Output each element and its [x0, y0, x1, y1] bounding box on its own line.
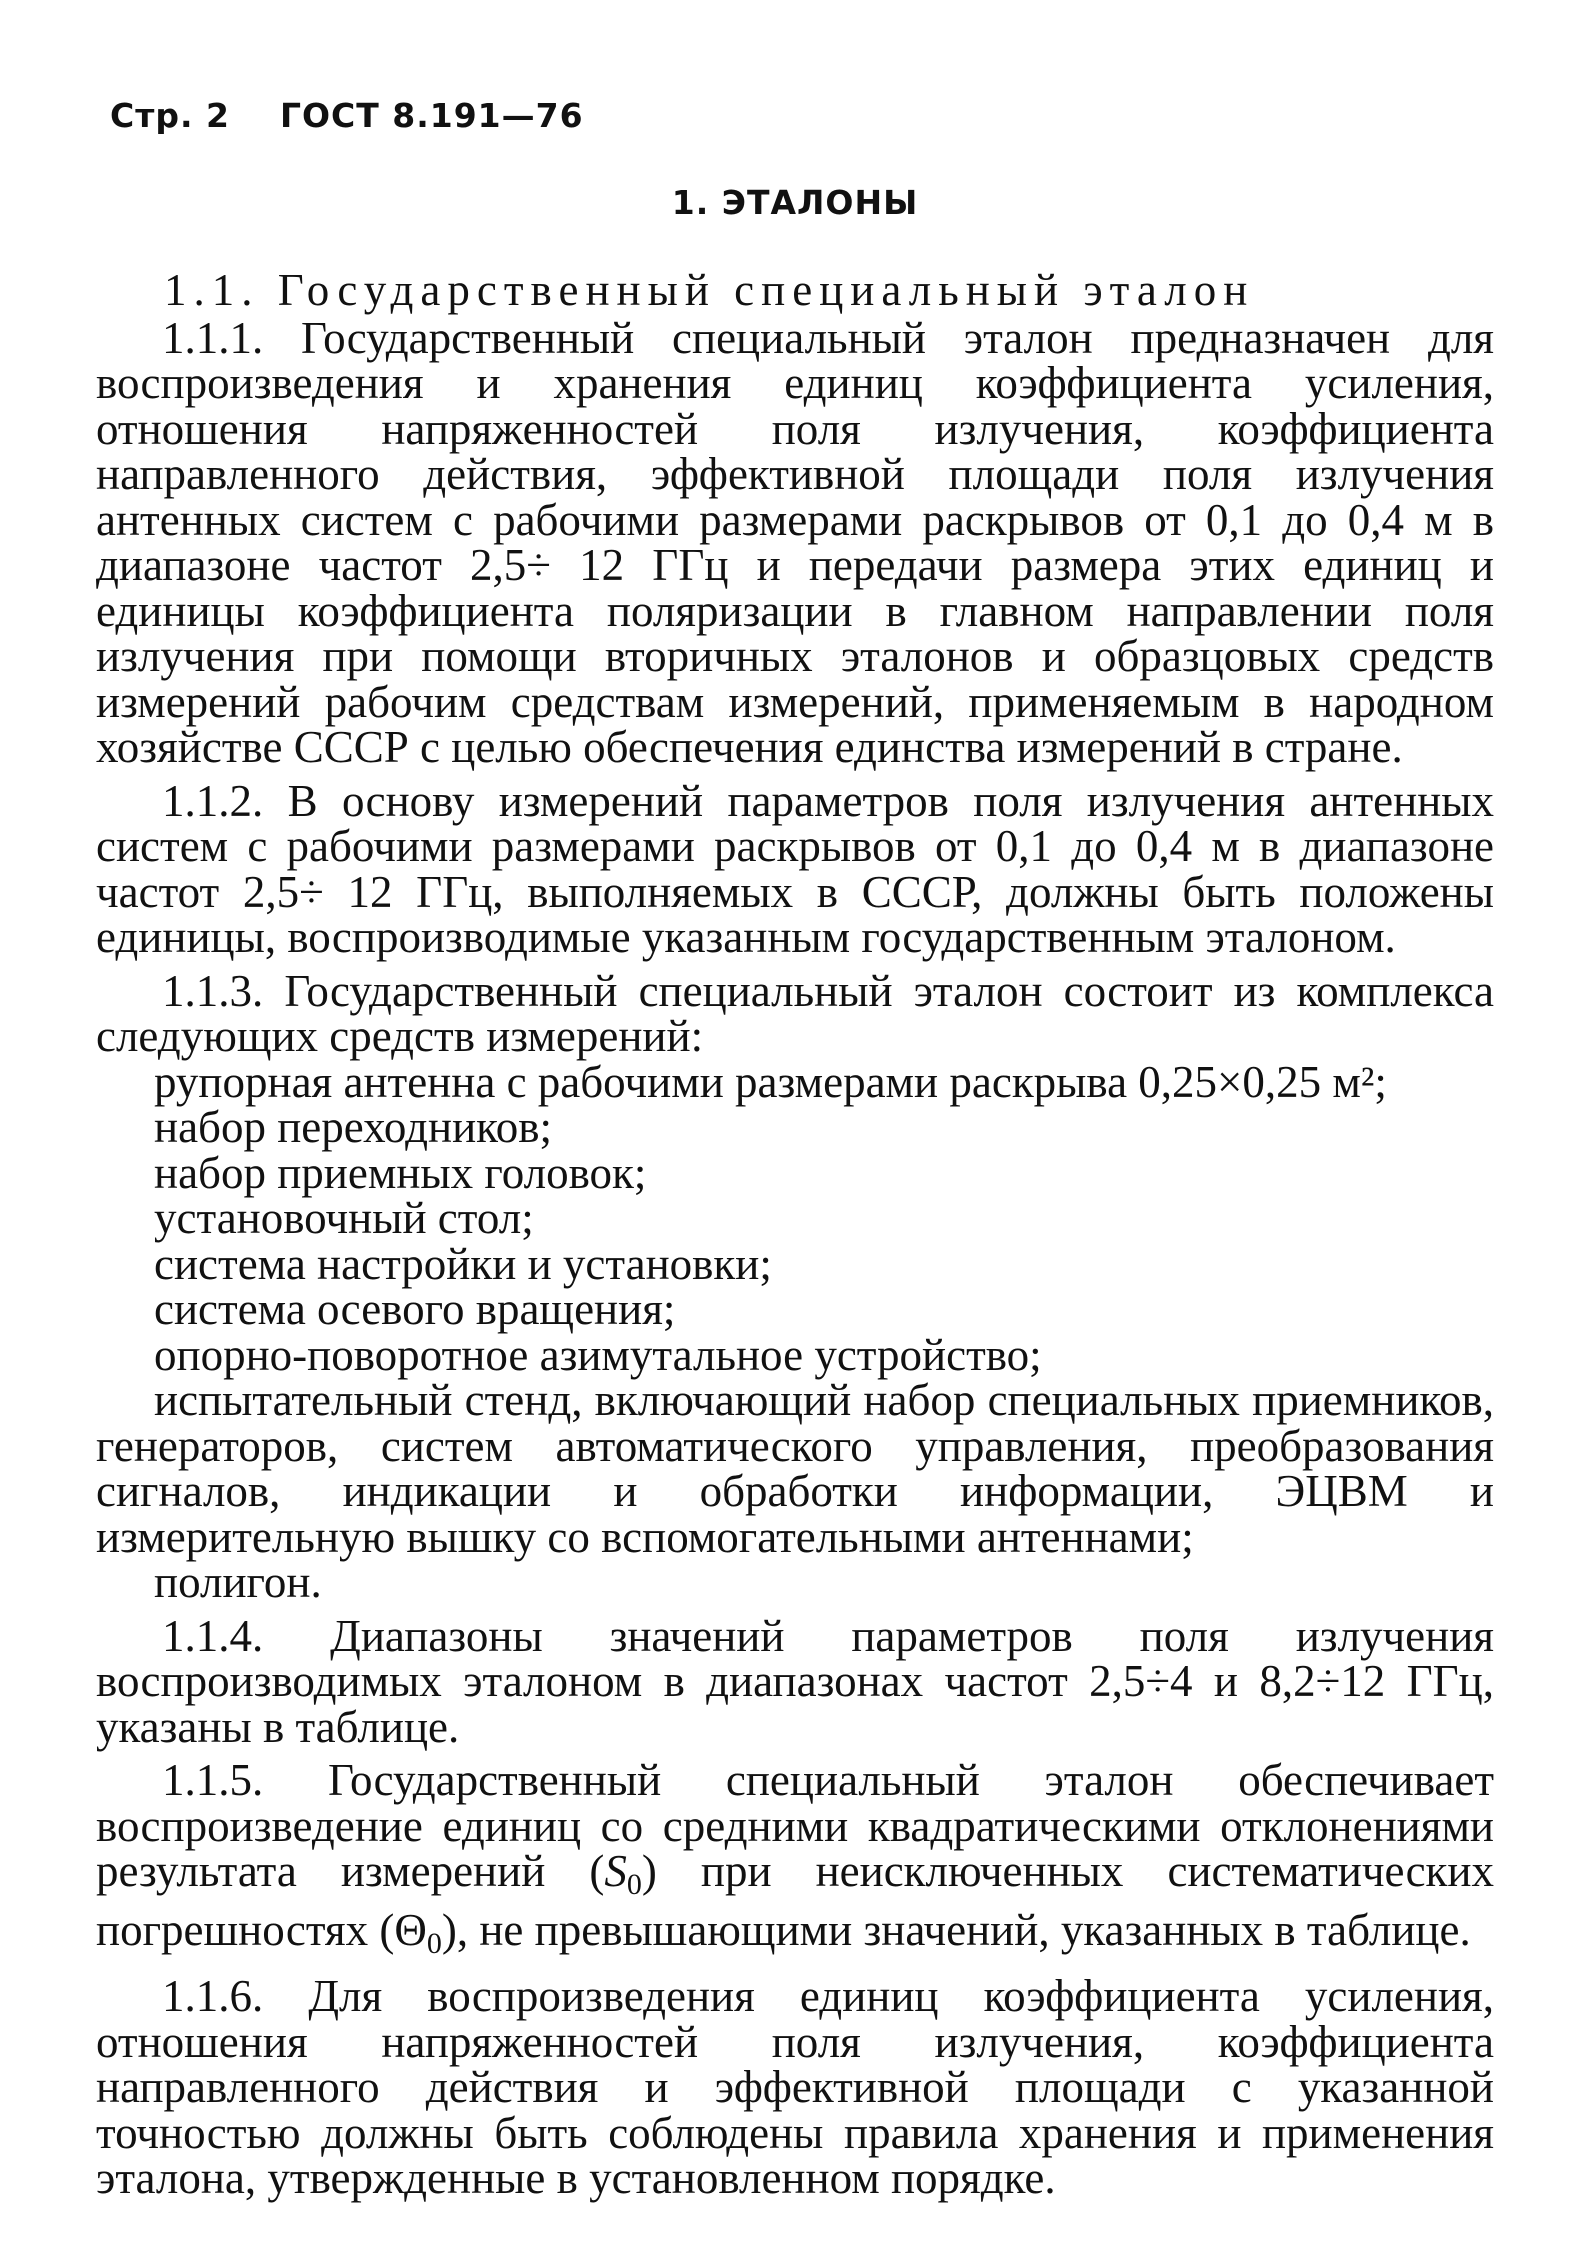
list-item: набор переходников;: [154, 1102, 553, 1152]
paragraph-1-1-5-part-a: 1.1.5. Государственный специальный эталон обеспечивает воспроизведение единиц со средними квадратическими отклонениями результата измерений (: [96, 1755, 1494, 1896]
equipment-list: [96, 1056, 1494, 1607]
page-number: Стр. 2: [110, 96, 230, 135]
subsection-heading: 1.1. Государственный специальный эталон: [164, 264, 1255, 315]
symbol-theta: Θ: [394, 1904, 427, 1955]
list-item: система настройки и установки;: [154, 1238, 772, 1289]
symbol-s: S: [604, 1846, 627, 1896]
paragraph-1-1-4: 1.1.4. Диапазоны значений параметров поля излучения воспроизводимых эталоном в диапазонах частот 2,5÷4 и 8,2÷12 ГГц, указаны в таблице.: [96, 1610, 1494, 1752]
paragraph-1-1-5: [96, 1755, 1494, 1966]
symbol-s-subscript: 0: [626, 1868, 642, 1901]
list-item: установочный стол;: [154, 1193, 534, 1243]
paragraph-1-1-3: 1.1.3. Государственный специальный эталон состоит из комплекса следующих средств измерений:: [96, 965, 1494, 1061]
section-title: 1. ЭТАЛОНЫ: [671, 183, 919, 222]
list-item: полигон.: [154, 1557, 322, 1607]
paragraph-1-1-6: 1.1.6. Для воспроизведения единиц коэффициента усиления, отношения напряженностей поля излучения, коэффициента направленного действия и эффективной площади с указанной точностью должны быть соблюдены правила хранения и применения эталона, утвержденные в установленном порядке.: [96, 1971, 1494, 2203]
paragraph-1-1-5-part-b: ) при неисключенных систематических погрешностях (: [96, 1846, 1494, 1955]
standard-designation: ГОСТ 8.191—76: [279, 96, 584, 135]
running-header: [110, 96, 1494, 136]
symbol-theta-subscript: 0: [426, 1926, 442, 1960]
list-item: испытательный стенд, включающий набор специальных приемников, генераторов, систем автоматического управления, преобразования сигналов, индикации и обработки информации, ЭЦВМ и измерительную вышку со вспомогательными антеннами;: [96, 1375, 1494, 1562]
paragraph-1-1-1: 1.1.1. Государственный специальный эталон предназначен для воспроизведения и хранения единиц коэффициента усиления, отношения напряженностей поля излучения, коэффициента направленного действия, эффективной площади поля излучения антенных систем с рабочими размерами раскрывов от 0,1 до 0,4 м в диапазоне частот 2,5÷ 12 ГГц и передачи размера этих единиц и единицы коэффициента поляризации в главном направлении поля излучения при помощи вторичных эталонов и образцовых средств измерений рабочим средствам измерений, применяемым в народном хозяйстве СССР с целью обеспечения единства измерений в стране.: [96, 312, 1494, 772]
list-item: набор приемных головок;: [154, 1147, 647, 1198]
paragraph-1-1-5-part-c: ), не превышающими значений, указанных в таблице.: [441, 1904, 1471, 1955]
paragraph-1-1-2: 1.1.2. В основу измерений параметров поля излучения антенных систем с рабочими размерами раскрывов от 0,1 до 0,4 м в диапазоне частот 2,5÷ 12 ГГц, выполняемых в СССР, должны быть положены единицы, воспроизводимые указанным государственным эталоном.: [96, 775, 1494, 962]
list-item: рупорная антенна с рабочими размерами раскрыва 0,25×0,25 м²;: [154, 1056, 1387, 1107]
list-item: система осевого вращения;: [154, 1284, 676, 1334]
list-item: опорно-поворотное азимутальное устройство;: [154, 1329, 1042, 1380]
